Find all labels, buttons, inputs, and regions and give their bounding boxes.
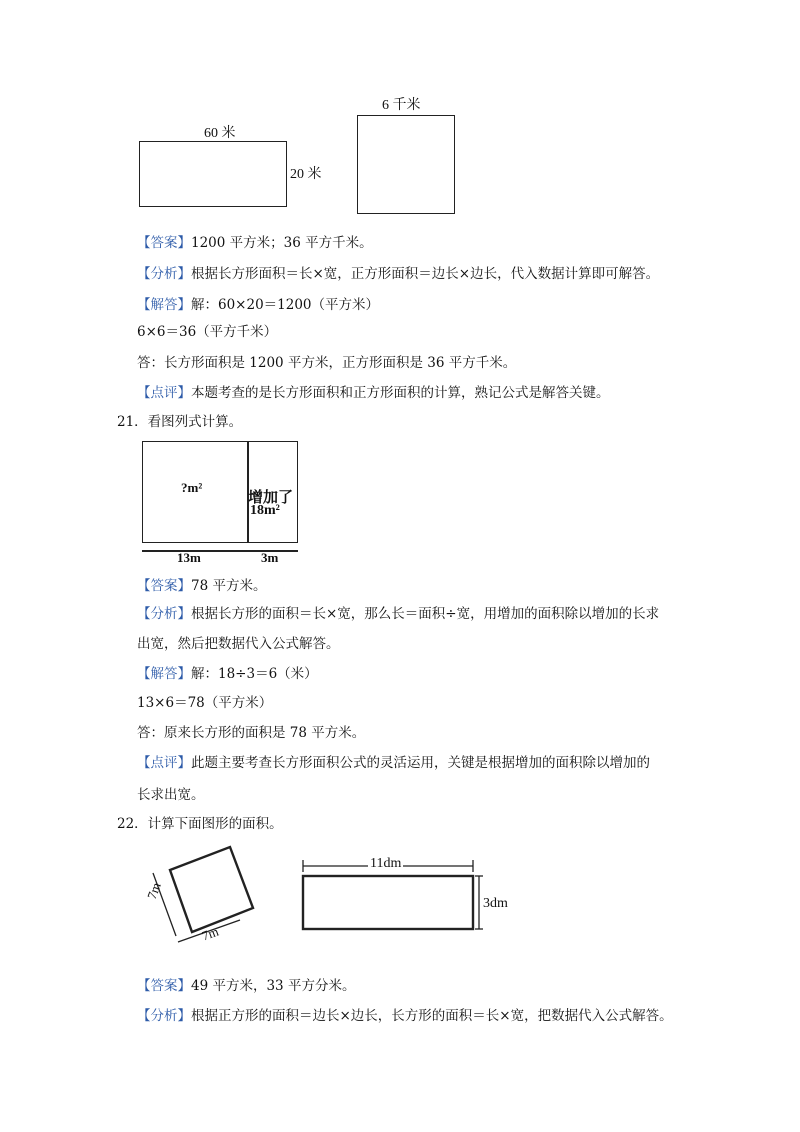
p21-comment — [137, 753, 650, 773]
analysis-tag: 【分析】 — [137, 1008, 191, 1024]
answer-text: 1200 平方米；36 平方千米。 — [191, 235, 373, 251]
p22-answer — [137, 976, 355, 996]
analysis-text: 根据长方形面积＝长×宽，正方形面积＝边长×边长，代入数据计算即可解答。 — [191, 266, 660, 282]
comment-text: 此题主要考查长方形面积公式的灵活运用，关键是根据增加的面积除以增加的 — [191, 755, 650, 771]
added-area-label-2: 18m² — [250, 503, 280, 518]
comment-tag: 【点评】 — [137, 385, 191, 401]
analysis-tag: 【分析】 — [137, 606, 191, 622]
square-shape — [357, 115, 455, 214]
square-side-label: 6 千米 — [382, 98, 421, 113]
p21-solution-line-2: 13×6＝78（平方米） — [137, 695, 273, 711]
solution-tag: 【解答】 — [137, 297, 191, 313]
p21-solution-line-3: 答：原来长方形的面积是 78 平方米。 — [137, 725, 366, 741]
answer-text: 78 平方米。 — [191, 578, 267, 594]
analysis-tag: 【分析】 — [137, 266, 191, 282]
p21-comment-line-2: 长求出宽。 — [137, 787, 205, 803]
length-13m-label: 13m — [177, 550, 201, 565]
length-3m-label: 3m — [261, 550, 279, 565]
p21-analysis-line-2: 出宽，然后把数据代入公式解答。 — [137, 636, 340, 652]
added-area-label-1: 增加了 — [248, 490, 294, 506]
comment-text: 本题考查的是长方形面积和正方形面积的计算，熟记公式是解答关键。 — [191, 385, 610, 401]
solution-text: 解：18÷3＝6（米） — [191, 666, 318, 682]
question-21-title: 21．看图列式计算。 — [117, 414, 243, 430]
analysis-text: 根据正方形的面积＝边长×边长，长方形的面积＝长×宽，把数据代入公式解答。 — [191, 1008, 673, 1024]
rect-length-11dm-label: 11dm — [370, 856, 402, 871]
answer-tag: 【答案】 — [137, 978, 191, 994]
analysis-text: 根据长方形的面积＝长×宽，那么长＝面积÷宽，用增加的面积除以增加的长求 — [191, 606, 660, 622]
p20-solution-line-2: 6×6＝36（平方千米） — [137, 324, 278, 340]
rect-width-label: 20 米 — [290, 167, 322, 182]
p22-analysis — [137, 1006, 673, 1026]
rect-width-3dm-label: 3dm — [483, 896, 508, 911]
p20-answer — [137, 233, 373, 253]
square-side-left-label: 7m — [144, 880, 164, 902]
figure-long-rectangle — [298, 852, 518, 944]
figure-extended-rectangle — [140, 440, 310, 568]
p20-solution — [137, 295, 379, 315]
solution-tag: 【解答】 — [137, 666, 191, 682]
unknown-area-label: ?m² — [181, 480, 203, 495]
p20-comment — [137, 383, 610, 403]
figure-rectangle-and-square — [130, 88, 470, 218]
p21-analysis — [137, 604, 659, 624]
question-22-title: 22．计算下面图形的面积。 — [117, 816, 283, 832]
p20-analysis — [137, 264, 659, 284]
p21-answer — [137, 576, 266, 596]
answer-tag: 【答案】 — [137, 578, 191, 594]
figure-tilted-square — [140, 840, 260, 950]
p21-solution — [137, 664, 318, 684]
solution-text: 解：60×20＝1200（平方米） — [191, 297, 380, 313]
answer-text: 49 平方米，33 平方分米。 — [191, 978, 356, 994]
p20-solution-line-3: 答：长方形面积是 1200 平方米，正方形面积是 36 平方千米。 — [137, 355, 517, 371]
square-side-bottom-label: 7m — [199, 923, 221, 944]
rectangle-shape — [139, 141, 287, 207]
answer-tag: 【答案】 — [137, 235, 191, 251]
comment-tag: 【点评】 — [137, 755, 191, 771]
rect-length-label: 60 米 — [204, 126, 236, 141]
